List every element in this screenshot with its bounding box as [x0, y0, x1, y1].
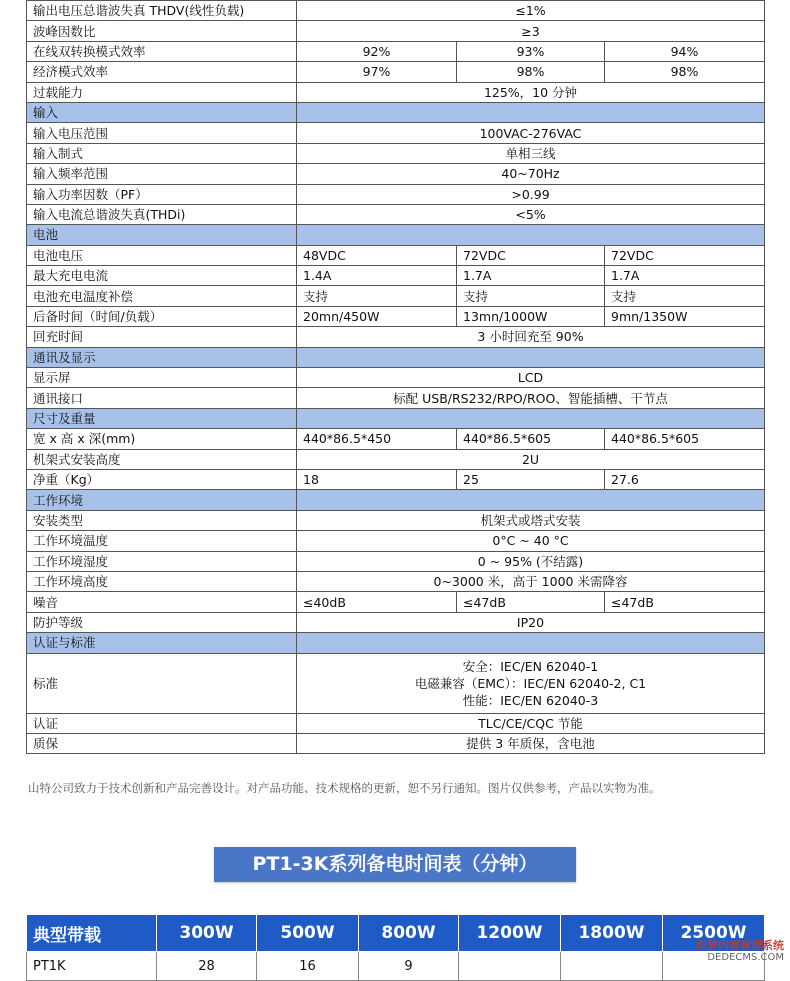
spec-value: 40~70Hz: [297, 164, 765, 184]
section-fill: [297, 102, 765, 122]
spec-value: ≤1%: [297, 1, 765, 21]
spec-label: 最大充电电流: [27, 266, 297, 286]
spec-value: 0~3000 米，高于 1000 米需降容: [297, 571, 765, 591]
spec-row: [27, 612, 765, 632]
spec-label: 电池充电温度补偿: [27, 286, 297, 306]
spec-label: 输入电流总谐波失真(THDi): [27, 204, 297, 224]
spec-value-model-2: 93%: [457, 41, 605, 61]
standard-line: 性能：IEC/EN 62040-3: [462, 692, 599, 708]
section-row: [27, 490, 765, 510]
backup-minutes: 9: [359, 952, 459, 981]
spec-value-model-3: 支持: [605, 286, 765, 306]
spec-value-model-3: 27.6: [605, 469, 765, 489]
backup-minutes: [561, 952, 663, 981]
spec-value-model-3: 72VDC: [605, 245, 765, 265]
load-column-header: 2500W: [663, 915, 765, 952]
backup-header-row: [27, 915, 765, 952]
backup-minutes: [459, 952, 561, 981]
spec-value: 提供 3 年质保，含电池: [297, 733, 765, 753]
spec-row: [27, 733, 765, 753]
spec-value-model-3: ≤47dB: [605, 592, 765, 612]
load-column-header: 1800W: [561, 915, 663, 952]
spec-row: [27, 62, 765, 82]
spec-value-model-3: 1.7A: [605, 266, 765, 286]
spec-label: 防护等级: [27, 612, 297, 632]
spec-value-model-3: 98%: [605, 62, 765, 82]
spec-value: 0°C ~ 40 °C: [297, 531, 765, 551]
spec-value-model-1: 97%: [297, 62, 457, 82]
section-title: 电池: [27, 225, 297, 245]
spec-value-model-2: 98%: [457, 62, 605, 82]
section-row: [27, 408, 765, 428]
spec-row: [27, 184, 765, 204]
spec-label: 工作环境湿度: [27, 551, 297, 571]
spec-label: 在线双转换模式效率: [27, 41, 297, 61]
spec-value: [297, 653, 765, 713]
spec-label: 输入制式: [27, 143, 297, 163]
backup-minutes: 16: [257, 952, 359, 981]
spec-value-model-1: ≤40dB: [297, 592, 457, 612]
watermark: [696, 940, 784, 964]
spec-row: [27, 531, 765, 551]
footnote: 山特公司致力于技术创新和产品完善设计。对产品功能、技术规格的更新，恕不另行通知。图片仅供参考，产品以实物为准。: [28, 783, 661, 795]
spec-row: [27, 306, 765, 326]
spec-row: [27, 592, 765, 612]
spec-value: 机架式或塔式安装: [297, 510, 765, 530]
spec-label: 经济模式效率: [27, 62, 297, 82]
spec-row: [27, 368, 765, 388]
spec-value-model-1: 48VDC: [297, 245, 457, 265]
spec-value: <5%: [297, 204, 765, 224]
spec-row: [27, 713, 765, 733]
spec-row: [27, 510, 765, 530]
spec-value-model-1: 440*86.5*450: [297, 429, 457, 449]
section-fill: [297, 408, 765, 428]
spec-label: 安装类型: [27, 510, 297, 530]
spec-label: 显示屏: [27, 368, 297, 388]
spec-row: [27, 41, 765, 61]
load-column-header: 300W: [157, 915, 257, 952]
spec-value-model-2: ≤47dB: [457, 592, 605, 612]
spec-label: 噪音: [27, 592, 297, 612]
spec-row: [27, 82, 765, 102]
section-row: [27, 102, 765, 122]
spec-value-model-1: 支持: [297, 286, 457, 306]
spec-row: [27, 327, 765, 347]
spec-value: 100VAC-276VAC: [297, 123, 765, 143]
load-column-header: 500W: [257, 915, 359, 952]
spec-label: 输出电压总谐波失真 THDV(线性负载): [27, 1, 297, 21]
spec-value: 3 小时回充至 90%: [297, 327, 765, 347]
spec-value: 2U: [297, 449, 765, 469]
section-fill: [297, 633, 765, 653]
spec-value: IP20: [297, 612, 765, 632]
spec-row: [27, 164, 765, 184]
spec-label: 后备时间（时间/负载）: [27, 306, 297, 326]
model-name: PT1K: [27, 952, 157, 981]
spec-value: 标配 USB/RS232/RPO/ROO、智能插槽、干节点: [297, 388, 765, 408]
spec-value: 0 ~ 95% (不结露): [297, 551, 765, 571]
spec-value-model-3: 9mn/1350W: [605, 306, 765, 326]
spec-label: 宽 x 高 x 深(mm): [27, 429, 297, 449]
spec-label: 工作环境温度: [27, 531, 297, 551]
backup-row: [27, 952, 765, 981]
section-title: 输入: [27, 102, 297, 122]
spec-row: [27, 388, 765, 408]
spec-row: [27, 449, 765, 469]
section-row: [27, 347, 765, 367]
spec-value: 125%，10 分钟: [297, 82, 765, 102]
spec-value-model-1: 1.4A: [297, 266, 457, 286]
spec-value-model-2: 25: [457, 469, 605, 489]
spec-row: [27, 21, 765, 41]
standard-line: 电磁兼容（EMC）：IEC/EN 62040-2, C1: [414, 675, 647, 691]
backup-time-table: [26, 914, 765, 981]
spec-row: [27, 1, 765, 21]
spec-row: [27, 286, 765, 306]
spec-value-model-1: 92%: [297, 41, 457, 61]
spec-label: 输入功率因数（PF）: [27, 184, 297, 204]
section-fill: [297, 347, 765, 367]
spec-value: 单相三线: [297, 143, 765, 163]
spec-value-model-2: 13mn/1000W: [457, 306, 605, 326]
spec-row: [27, 266, 765, 286]
spec-label: 机架式安装高度: [27, 449, 297, 469]
spec-row: [27, 571, 765, 591]
spec-label: 工作环境高度: [27, 571, 297, 591]
spec-label: 电池电压: [27, 245, 297, 265]
load-column-header: 800W: [359, 915, 459, 952]
spec-row: [27, 143, 765, 163]
spec-value-model-1: 20mn/450W: [297, 306, 457, 326]
watermark-line1: 织梦内容管理系统: [696, 939, 784, 952]
spec-row: [27, 429, 765, 449]
spec-label: 认证: [27, 713, 297, 733]
spec-value-model-1: 18: [297, 469, 457, 489]
spec-table: [26, 0, 765, 754]
spec-value-model-2: 72VDC: [457, 245, 605, 265]
section-row: [27, 225, 765, 245]
spec-row: [27, 653, 765, 713]
spec-value-model-2: 支持: [457, 286, 605, 306]
watermark-line2: DEDECMS.COM: [707, 952, 784, 963]
spec-row: [27, 204, 765, 224]
spec-value-model-2: 440*86.5*605: [457, 429, 605, 449]
section-row: [27, 633, 765, 653]
spec-value: TLC/CE/CQC 节能: [297, 713, 765, 733]
section-title: 认证与标准: [27, 633, 297, 653]
spec-label: 过载能力: [27, 82, 297, 102]
spec-table-body: [27, 1, 765, 754]
section-fill: [297, 225, 765, 245]
spec-value: ≥3: [297, 21, 765, 41]
spec-label: 质保: [27, 733, 297, 753]
section-title: 尺寸及重量: [27, 408, 297, 428]
section-title: 工作环境: [27, 490, 297, 510]
spec-row: [27, 551, 765, 571]
load-column-header: 1200W: [459, 915, 561, 952]
spec-value-model-2: 1.7A: [457, 266, 605, 286]
spec-label: 回充时间: [27, 327, 297, 347]
spec-label: 输入频率范围: [27, 164, 297, 184]
backup-minutes: 28: [157, 952, 257, 981]
section-fill: [297, 490, 765, 510]
spec-label: 输入电压范围: [27, 123, 297, 143]
section-title: 通讯及显示: [27, 347, 297, 367]
backup-table-body: [27, 952, 765, 981]
spec-value-model-3: 94%: [605, 41, 765, 61]
spec-label: 通讯接口: [27, 388, 297, 408]
spec-value: LCD: [297, 368, 765, 388]
spec-label: 净重（Kg）: [27, 469, 297, 489]
spec-value: >0.99: [297, 184, 765, 204]
spec-row: [27, 469, 765, 489]
spec-row: [27, 245, 765, 265]
standard-line: 安全：IEC/EN 62040-1: [462, 658, 599, 674]
spec-row: [27, 123, 765, 143]
spec-label: 波峰因数比: [27, 21, 297, 41]
load-header: 典型带载: [27, 915, 157, 952]
backup-time-banner: PT1-3K系列备电时间表（分钟）: [214, 847, 576, 882]
spec-value-model-3: 440*86.5*605: [605, 429, 765, 449]
spec-label: 标准: [27, 653, 297, 713]
